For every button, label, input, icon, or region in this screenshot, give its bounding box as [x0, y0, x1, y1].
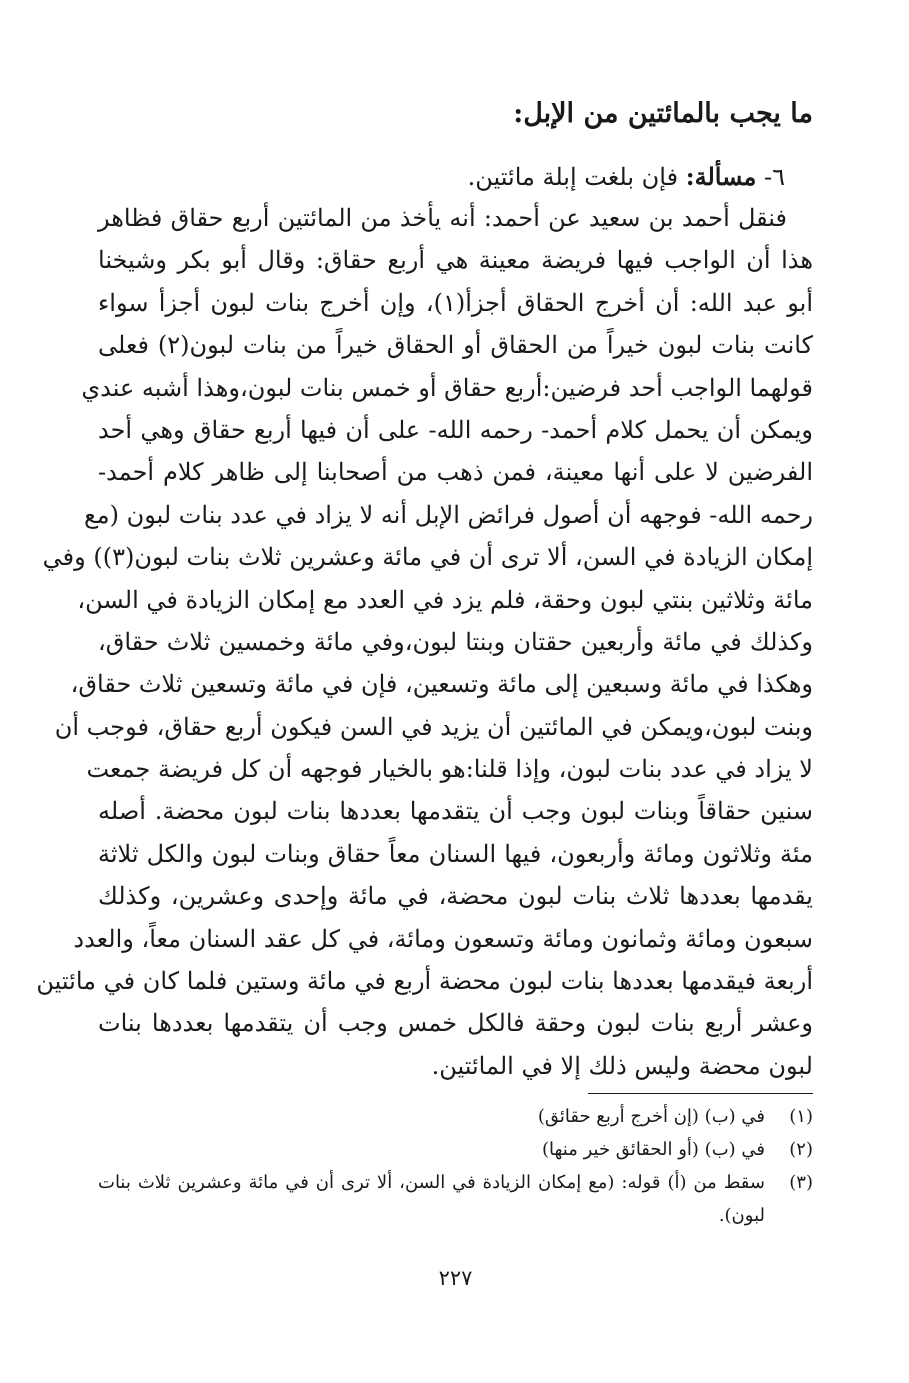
body-line: الفرضين لا على أنها معينة، فمن ذهب من أصحابنا إلى ظاهر كلام أحمد- — [98, 458, 813, 487]
body-line: رحمه الله- فوجهه أن أصول فرائض الإبل أنه لا يزاد في عدد بنات لبون (مع — [83, 500, 813, 529]
footnote-item — [98, 1133, 813, 1166]
issue-title: مسألة: — [685, 162, 757, 191]
footnotes — [98, 1100, 813, 1232]
body-line: لا يزاد في عدد بنات لبون، وإذا قلنا:هو بالخيار فوجهه أن كل فريضة جمعت — [86, 755, 813, 784]
footnote-item — [98, 1100, 813, 1133]
body-line: سبعون ومائة وثمانون ومائة وتسعون ومائة، في كل عقد السنان معاً، والعدد — [73, 924, 813, 953]
book-page — [36, 0, 813, 1383]
footnote-number: (٢) — [789, 1139, 813, 1160]
footnote-item — [98, 1166, 813, 1232]
body-line: كانت بنات لبون خيراً من الحقاق أو الحقاق خيراً من بنات لبون(٢) فعلى — [98, 331, 813, 360]
body-line: قولهما الواجب أحد فرضين:أربع حقاق أو خمس بنات لبون،وهذا أشبه عندي — [81, 373, 813, 402]
footnote-text: في (ب) (أو الحقائق خير منها) — [541, 1139, 765, 1160]
footnote-text: سقط من (أ) قوله: (مع إمكان الزيادة في السن، ألا ترى أن في مائة وعشرين ثلاث بنات لبون). — [98, 1172, 765, 1226]
footnote-divider — [588, 1093, 813, 1094]
body-text — [36, 197, 813, 1087]
body-line: أبو عبد الله: أن أخرج الحقاق أجزأ(١)، وإن أخرج بنات لبون أجزأ سواء — [98, 288, 813, 317]
footnote-number: (١) — [789, 1106, 813, 1127]
issue-text: فإن بلغت إبلة مائتين. — [467, 163, 679, 191]
body-line: أربعة فيقدمها بعددها بنات لبون محضة أربع في مائة وستين فلما كان في مائتين — [36, 967, 813, 996]
body-line: لبون محضة وليس ذلك إلا في المائتين. — [431, 1051, 813, 1080]
issue-number: ٦- — [764, 163, 785, 191]
body-line: مائة وثلاثين بنتي لبون وحقة، فلم يزد في العدد مع إمكان الزيادة في السن، — [77, 585, 813, 614]
body-line: وكذلك في مائة وأربعين حقتان وبنتا لبون،وفي مائة وخمسين ثلاث حقاق، — [98, 627, 813, 656]
body-line: سنين حقاقاً وبنات لبون وجب أن يتقدمها بعددها بنات لبون محضة. أصله — [98, 797, 813, 826]
section-heading: ما يجب بالمائتين من الإبل: — [513, 98, 813, 129]
body-line: يقدمها بعددها ثلاث بنات لبون محضة، في مائة وإحدى وعشرين، وكذلك — [98, 882, 813, 911]
footnote-number: (٣) — [789, 1172, 813, 1193]
body-line: ويمكن أن يحمل كلام أحمد- رحمه الله- على أن فيها أربع حقاق وهي أحد — [98, 415, 813, 444]
footnote-text: في (ب) (إن أخرج أربع حقائق) — [537, 1106, 765, 1127]
body-line: فنقل أحمد بن سعيد عن أحمد: أنه يأخذ من المائتين أربع حقاق فظاهر — [98, 204, 787, 232]
body-line: وعشر أربع بنات لبون وحقة فالكل خمس وجب أن يتقدمها بعددها بنات — [98, 1009, 813, 1038]
body-line: هذا أن الواجب فيها فريضة معينة هي أربع حقاق: وقال أبو بكر وشيخنا — [98, 246, 813, 275]
body-line: وهكذا في مائة وسبعين إلى مائة وتسعين، فإن في مائة وتسعين ثلاث حقاق، — [70, 670, 813, 699]
issue-heading — [468, 157, 785, 197]
body-line: وبنت لبون،ويمكن في المائتين أن يزيد في السن فيكون أربع حقاق، فوجب أن — [54, 712, 813, 741]
body-line: مئة وثلاثون ومائة وأربعون، فيها السنان معاً حقاق وبنات لبون والكل ثلاثة — [98, 839, 813, 868]
page-number: ٢٢٧ — [438, 1266, 473, 1290]
body-line: إمكان الزيادة في السن، ألا ترى أن في مائة وعشرين ثلاث بنات لبون(٣)) وفي — [42, 543, 813, 572]
